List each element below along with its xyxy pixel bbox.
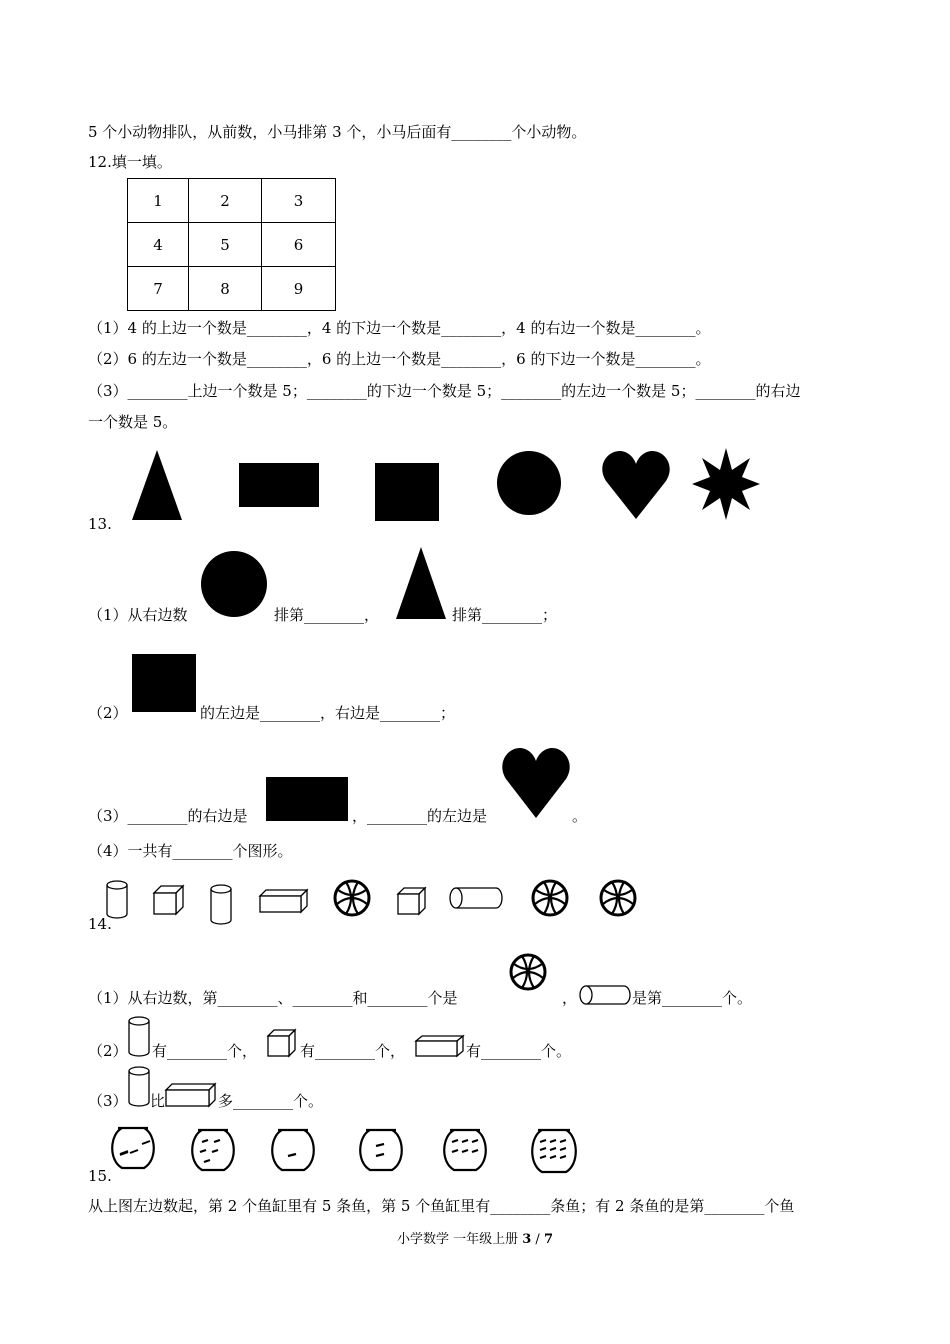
cylinder-icon [126,1016,152,1058]
q14-number: 14. [88,915,112,933]
lying-cylinder-icon [578,984,632,1006]
cube-icon [396,886,428,916]
q13-line-4: （4）一共有________个图形。 [88,842,293,860]
q15-text: 从上图左边数起，第 2 个鱼缸里有 5 条鱼，第 5 个鱼缸里有________条鱼；有 2 条鱼的是第________个鱼 [88,1197,795,1215]
q12-line-3b: 一个数是 5。 [88,413,178,431]
cuboid-icon [414,1034,466,1058]
q14-line-3c: 多________个。 [218,1092,324,1110]
q14-line-3a: （3） [88,1092,128,1110]
cylinder-icon [208,884,234,926]
fishbowl-icon [356,1126,406,1174]
cylinder-icon [126,1066,152,1108]
q14-line-3b: 比 [150,1092,166,1110]
fishbowl-icon [268,1126,318,1174]
rectangle-icon [238,462,320,508]
square-icon [374,462,440,522]
cube-icon [266,1028,298,1058]
lying-cylinder-icon [448,886,504,910]
q13-line-3c: 。 [572,807,588,825]
q12-line-1: （1）4 的上边一个数是________，4 的下边一个数是________，4 的右边一个数是________。 [88,319,711,337]
q13-line-2a: （2） [88,704,128,722]
grid-cell: 1 [128,179,189,223]
q15-number: 15. [88,1167,112,1185]
q13-line-1a: （1）从右边数 [88,606,188,624]
triangle-icon [130,448,184,522]
triangle-icon [394,545,448,621]
fishbowl-icon [528,1126,582,1176]
q13-number: 13. [88,515,112,533]
q13-line-2b: 的左边是________，右边是________； [200,704,456,722]
circle-icon [496,450,562,516]
q14-line-2d: 有________个。 [466,1042,572,1060]
circle-icon [200,548,268,620]
page-total: 7 [543,1232,553,1247]
q11-text: 5 个小动物排队，从前数，小马排第 3 个，小马后面有________个小动物。 [88,123,587,141]
q13-line-1b: 排第________， [274,606,380,624]
fishbowl-icon [108,1124,158,1172]
star-icon [690,446,762,522]
heart-icon [502,746,570,820]
fishbowl-icon [440,1126,490,1174]
grid-cell: 6 [262,223,336,267]
heart-icon [602,449,670,521]
cuboid-icon [164,1082,218,1108]
fishbowl-icon [188,1126,238,1174]
cube-icon [152,884,186,916]
grid-cell: 8 [189,267,262,311]
page-separator: / [531,1232,544,1247]
q12-line-2: （2）6 的左边一个数是________，6 的上边一个数是________，6 的下边一个数是________。 [88,350,711,368]
cuboid-icon [258,888,310,914]
ball-icon [530,878,570,918]
ball-icon [598,878,638,918]
q14-line-1b: ， [562,989,578,1007]
ball-icon [332,878,372,918]
rectangle-icon [265,776,349,822]
ball-icon [508,952,548,992]
number-grid [127,178,336,311]
grid-cell: 2 [189,179,262,223]
page-number: 3 [522,1232,532,1247]
grid-cell: 5 [189,223,262,267]
q13-line-1c: 排第________； [452,606,558,624]
page-footer [0,1228,950,1247]
grid-cell: 9 [262,267,336,311]
q12-line-3: （3）________上边一个数是 5；________的下边一个数是 5；________的左边一个数是 5；________的右边 [88,382,801,400]
q14-line-2b: 有________个， [152,1042,258,1060]
footer-title: 小学数学 一年级上册 [396,1232,523,1247]
square-icon [131,653,197,713]
grid-cell: 7 [128,267,189,311]
q14-line-1a: （1）从右边数，第________、________和________个是 [88,989,458,1007]
q13-line-3b: ，________的左边是 [352,807,488,825]
q13-line-3a: （3）________的右边是 [88,807,248,825]
q12-title: 12.填一填。 [88,153,172,171]
grid-cell: 4 [128,223,189,267]
grid-cell: 3 [262,179,336,223]
q14-line-1c: 是第________个。 [632,989,753,1007]
q14-line-2c: 有________个， [300,1042,406,1060]
q14-line-2a: （2） [88,1042,128,1060]
